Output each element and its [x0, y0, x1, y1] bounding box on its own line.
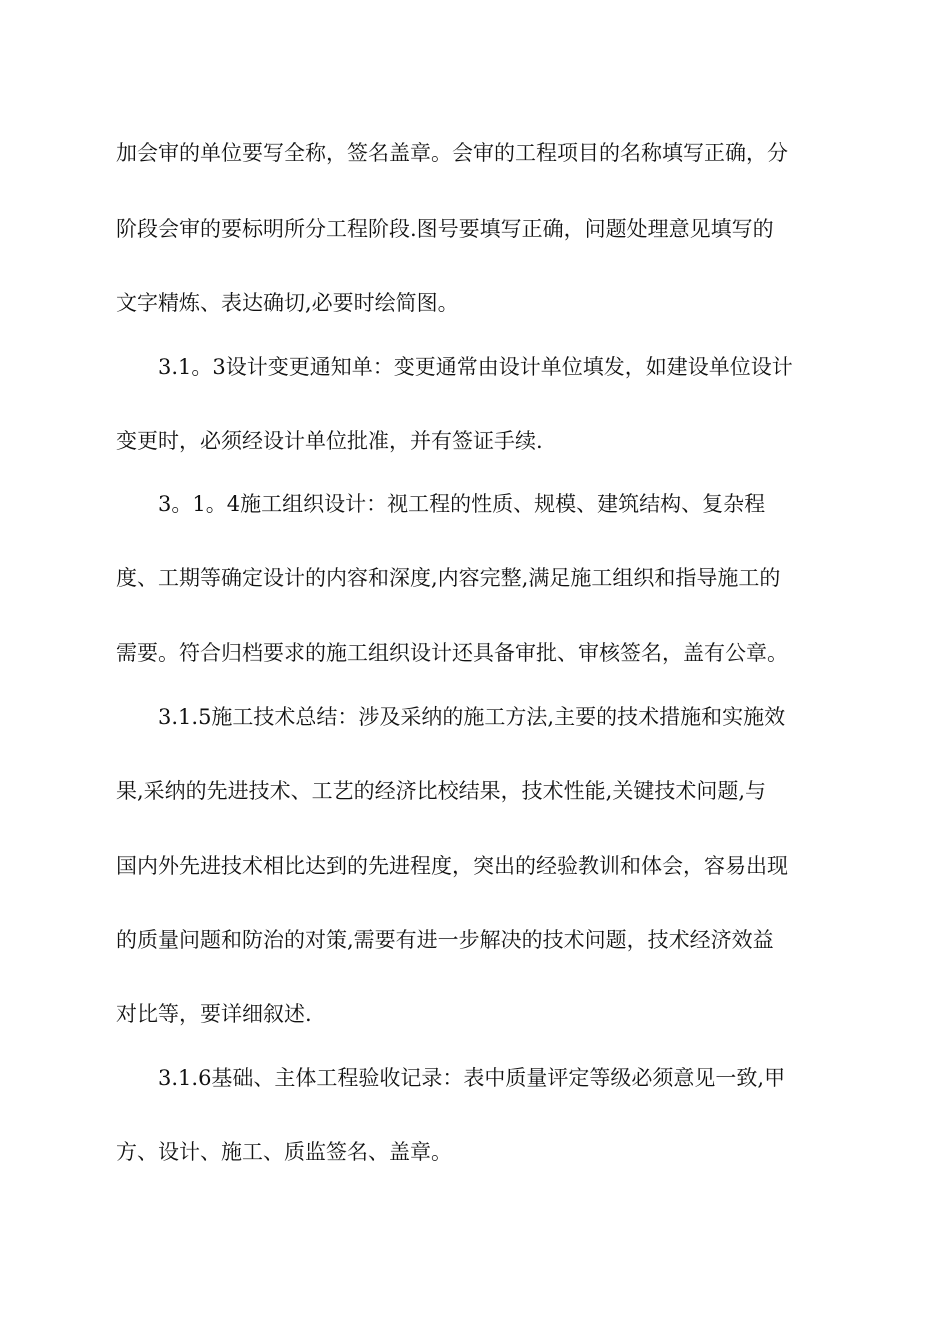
paragraph-line: 果,采纳的先进技术、工艺的经济比校结果，技术性能,关键技术问题,与 [116, 779, 767, 803]
paragraph-line: 阶段会审的要标明所分工程阶段.图号要填写正确，问题处理意见填写的 [116, 217, 774, 241]
paragraph-line: 需要。符合归档要求的施工组织设计还具备审批、审核签名，盖有公章。 [116, 641, 788, 665]
paragraph-line: 对比等，要详细叙述. [116, 1002, 312, 1026]
section-3-1-3-line: 3.1。3设计变更通知单：变更通常由设计单位填发，如建设单位设计 [158, 355, 793, 379]
paragraph-line: 文字精炼、表达确切,必要时绘简图。 [116, 291, 459, 315]
section-3-1-4-line: 3。1。4施工组织设计：视工程的性质、规模、建筑结构、复杂程 [158, 492, 766, 516]
section-3-1-5-line: 3.1.5施工技术总结：涉及采纳的施工方法,主要的技术措施和实施效 [158, 705, 786, 729]
paragraph-line: 加会审的单位要写全称，签名盖章。会审的工程项目的名称填写正确，分 [116, 141, 788, 165]
paragraph-line: 方、设计、施工、质监签名、盖章。 [116, 1140, 452, 1164]
paragraph-line: 变更时，必须经设计单位批准，并有签证手续. [116, 429, 543, 453]
paragraph-line: 度、工期等确定设计的内容和深度,内容完整,满足施工组织和指导施工的 [116, 566, 781, 590]
paragraph-line: 国内外先进技术相比达到的先进程度，突出的经验教训和体会，容易出现 [116, 854, 788, 878]
section-3-1-6-line: 3.1.6基础、主体工程验收记录：表中质量评定等级必须意见一致,甲 [158, 1066, 786, 1090]
paragraph-line: 的质量问题和防治的对策,需要有进一步解决的技术问题，技术经济效益 [116, 928, 774, 952]
